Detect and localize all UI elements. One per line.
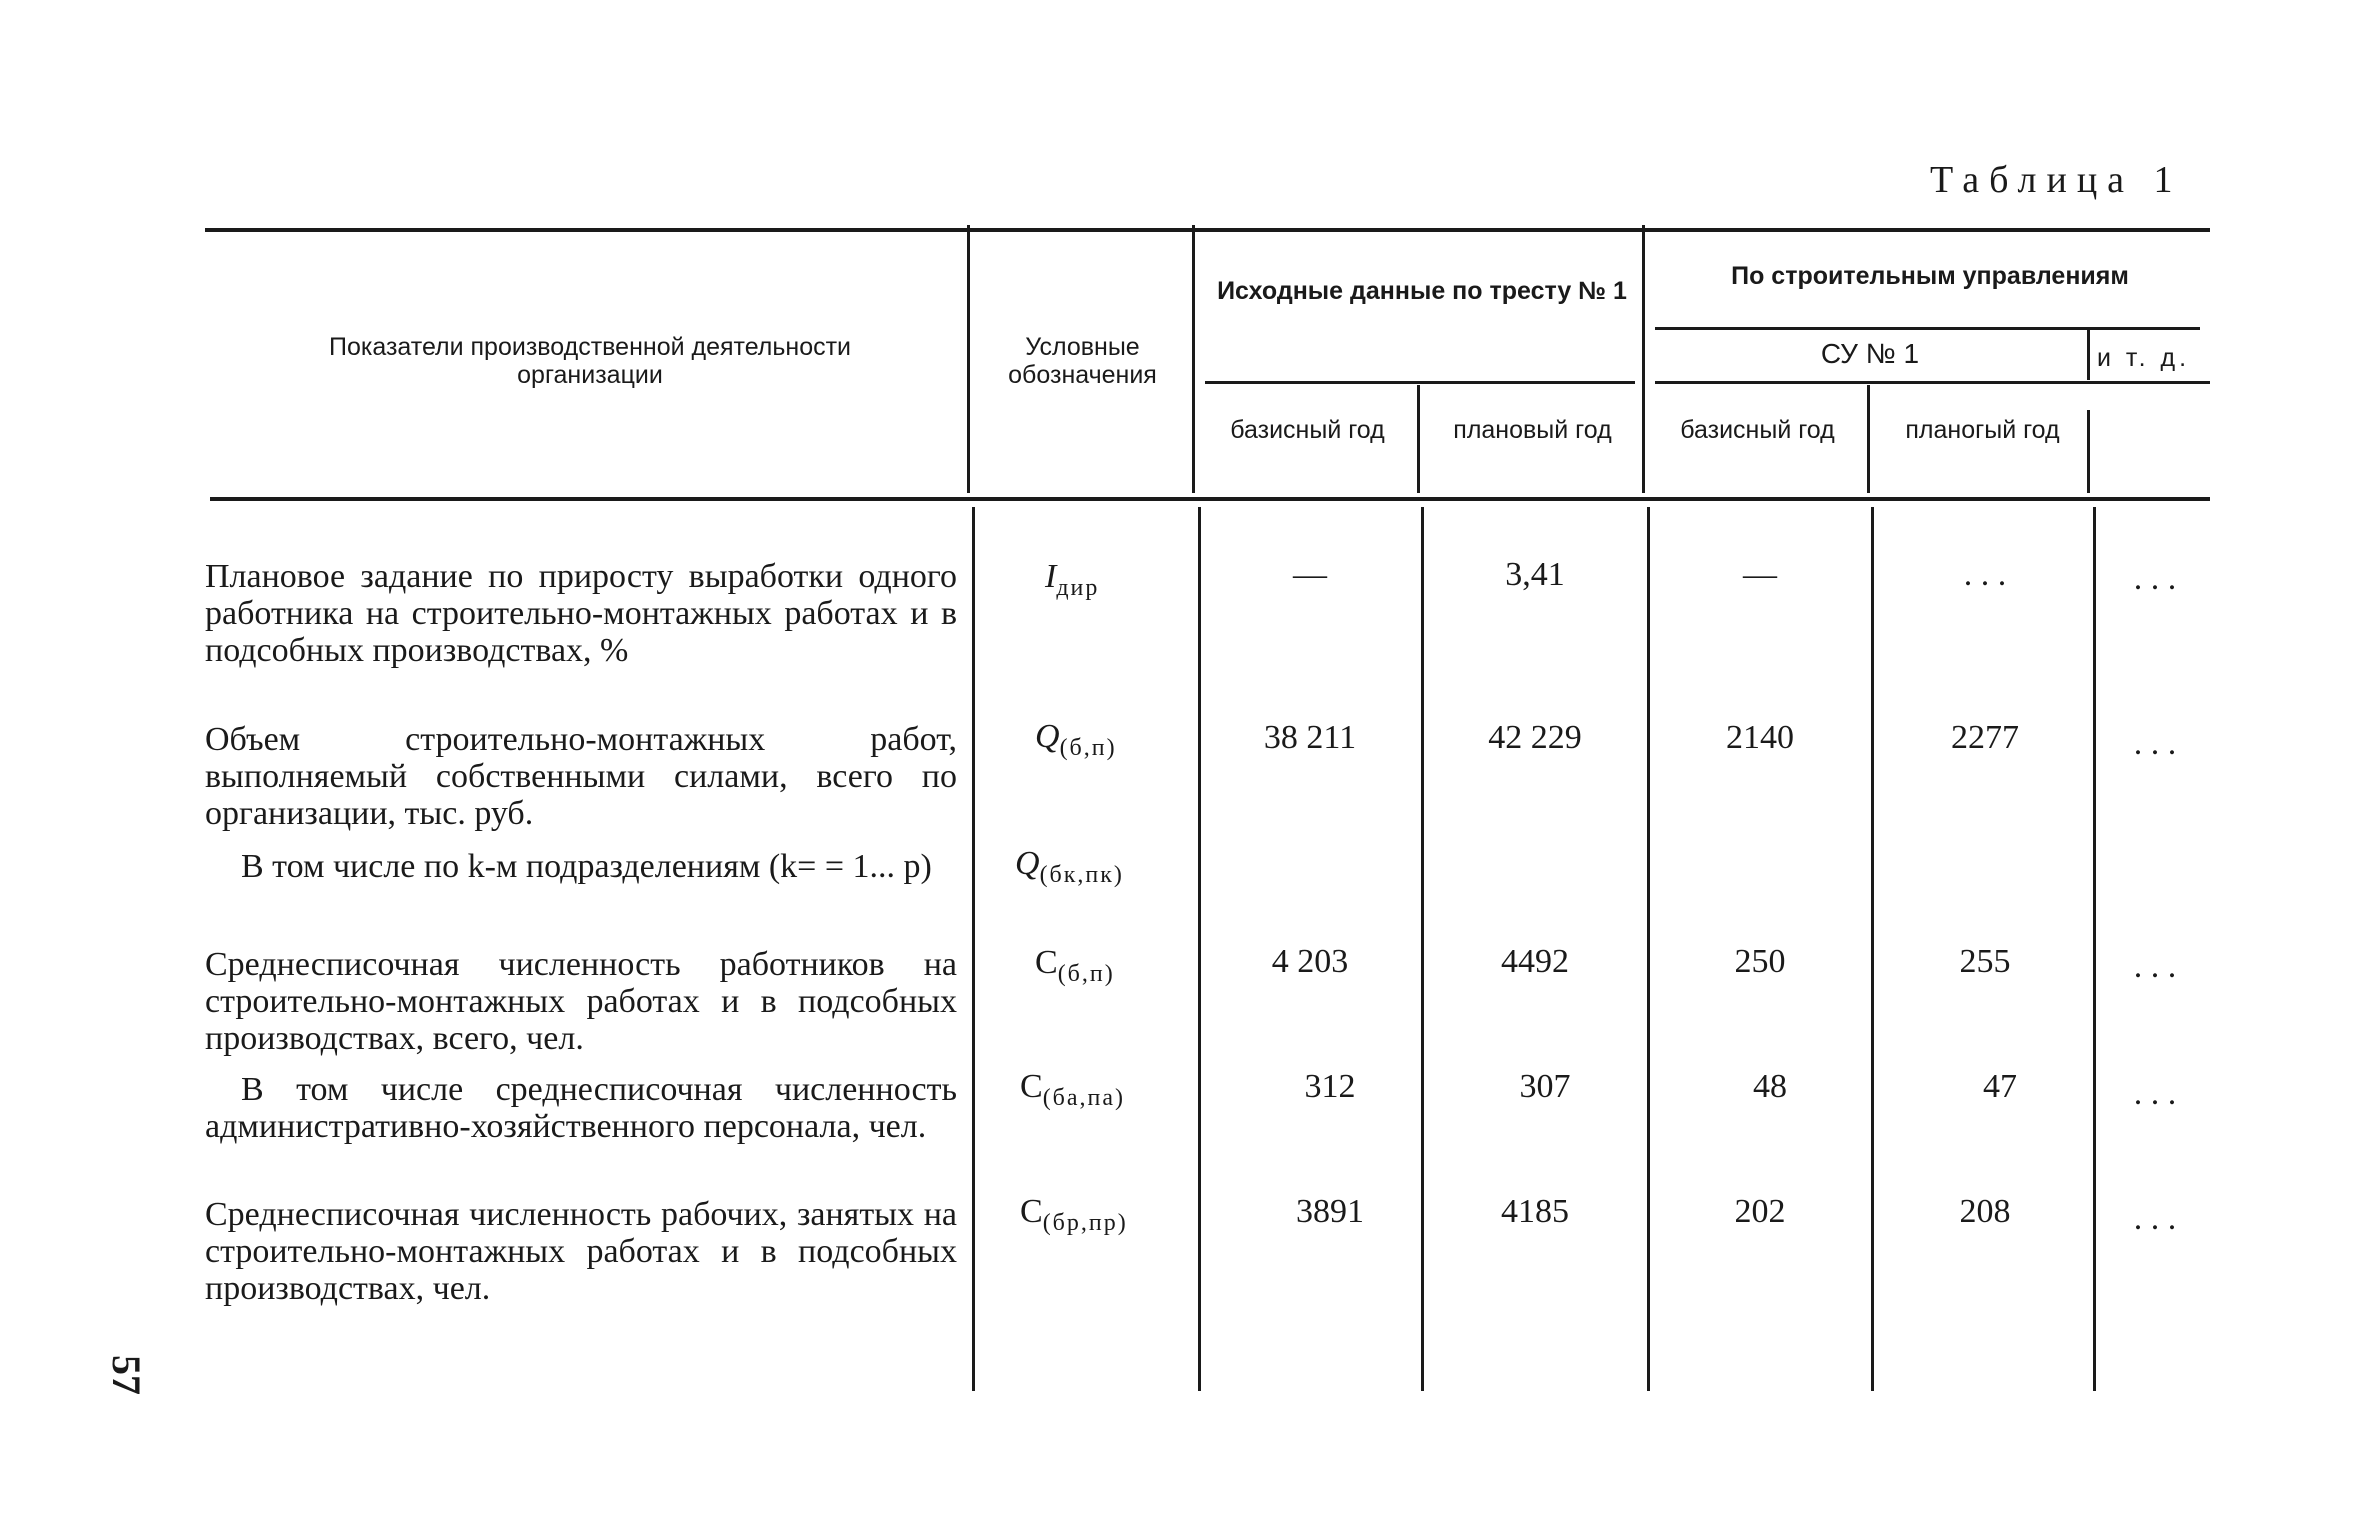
col-divider-2-body xyxy=(1198,507,1201,1391)
row-5-symbol xyxy=(1020,1068,1125,1112)
row-2-trust-base: 38 211 xyxy=(1263,719,1357,756)
col-divider-6b-header xyxy=(2087,410,2090,493)
row-6-symbol xyxy=(1020,1193,1128,1237)
header-indicators: Показатели производственной деятельности организации xyxy=(328,333,852,389)
row-5-su-plan: 47 xyxy=(1983,1068,2017,1105)
header-units-group: По строительным управлениям xyxy=(1731,262,2129,290)
header-trust-plan-year: плановый год xyxy=(1453,416,1612,444)
header-bottom-rule xyxy=(210,497,2210,501)
row-6-su-base: 202 xyxy=(1734,1193,1786,1230)
col-divider-2-header xyxy=(1192,225,1195,493)
row-4-trust-base: 4 203 xyxy=(1271,943,1349,980)
row-4-etc: . . . xyxy=(2133,948,2177,985)
col-divider-4-header xyxy=(1642,225,1645,493)
row-1-symbol-sub: дир xyxy=(1056,574,1100,601)
row-5-indicator: В том числе среднесписочная численность административно-хозяйственного персонала, чел. xyxy=(205,1071,957,1145)
row-2-su-plan: 2277 xyxy=(1951,719,2019,756)
header-su-base-year: базисный год xyxy=(1680,416,1835,444)
col-divider-3-header xyxy=(1417,385,1420,493)
row-4-su-base: 250 xyxy=(1734,943,1786,980)
row-2-symbol-sub: (б,п) xyxy=(1059,734,1117,761)
row-6-trust-plan: 4185 xyxy=(1501,1193,1569,1230)
header-etc: и т. д. xyxy=(2097,344,2191,372)
row-6-trust-base: 3891 xyxy=(1296,1193,1364,1230)
su-subgroup-rule xyxy=(1655,381,2210,384)
row-4-symbol-sub: (б,п) xyxy=(1057,960,1115,987)
col-divider-5-header xyxy=(1867,385,1870,493)
row-3-symbol-main: Q xyxy=(1015,845,1040,882)
header-trust-base-year: базисный год xyxy=(1230,416,1385,444)
row-5-etc: . . . xyxy=(2133,1075,2177,1112)
row-5-su-base: 48 xyxy=(1753,1068,1787,1105)
table-title: Таблица 1 xyxy=(1930,159,2183,201)
row-3-symbol xyxy=(1015,845,1124,889)
col-divider-5-body xyxy=(1871,507,1874,1391)
row-5-trust-plan: 307 xyxy=(1519,1068,1571,1105)
col-divider-6-header xyxy=(2087,330,2090,380)
row-1-su-base: — xyxy=(1743,556,1777,593)
header-su1: СУ № 1 xyxy=(1820,338,1920,369)
row-6-symbol-main: C xyxy=(1020,1193,1043,1230)
row-5-trust-base: 312 xyxy=(1304,1068,1356,1105)
table-top-rule xyxy=(205,228,2210,232)
row-6-symbol-sub: (бр,пр) xyxy=(1042,1209,1128,1236)
row-2-trust-plan: 42 229 xyxy=(1488,719,1582,756)
row-3-symbol-sub: (бк,пк) xyxy=(1039,861,1124,888)
row-2-symbol xyxy=(1035,718,1117,762)
row-2-symbol-main: Q xyxy=(1035,718,1060,755)
row-1-symbol xyxy=(1045,558,1099,602)
trust-group-rule xyxy=(1205,381,1635,384)
row-1-indicator: Плановое задание по приросту выработки одного работника на строительно-монтажных работах и в подсобных производствах, % xyxy=(205,558,957,669)
col-divider-6-body xyxy=(2093,507,2096,1391)
row-1-trust-base: — xyxy=(1293,556,1327,593)
row-2-su-base: 2140 xyxy=(1726,719,1794,756)
col-divider-4-body xyxy=(1647,507,1650,1391)
col-divider-3-body xyxy=(1421,507,1424,1391)
units-group-rule xyxy=(1655,327,2200,330)
row-1-su-plan: . . . xyxy=(1963,556,2007,593)
row-4-trust-plan: 4492 xyxy=(1501,943,1569,980)
row-4-indicator: Среднесписочная численность работников на строительно-монтажных работах и в подсобных производствах, всего, чел. xyxy=(205,946,957,1057)
row-1-trust-plan: 3,41 xyxy=(1505,556,1565,593)
row-5-symbol-sub: (ба,па) xyxy=(1042,1084,1126,1111)
row-2-indicator: Объем строительно-монтажных работ, выполняемый собственными силами, всего по организации, тыс. руб. xyxy=(205,721,957,832)
row-4-symbol xyxy=(1035,944,1115,988)
row-3-indicator: В том числе по k-м подразделениям (k= = 1... p) xyxy=(241,848,932,885)
header-trust-group: Исходные данные по тресту № 1 xyxy=(1217,277,1627,305)
row-6-etc: . . . xyxy=(2133,1200,2177,1237)
page-number: 57 xyxy=(104,1355,149,1395)
row-6-indicator: Среднесписочная численность рабочих, занятых на строительно-монтажных работах и в подсобных производствах, чел. xyxy=(205,1196,957,1307)
row-4-su-plan: 255 xyxy=(1959,943,2011,980)
col-divider-1-header xyxy=(967,225,970,493)
header-symbols: Условные обозначения xyxy=(1008,333,1157,389)
row-6-su-plan: 208 xyxy=(1959,1193,2011,1230)
col-divider-1-body xyxy=(972,507,975,1391)
header-su-plan-year: планогый год xyxy=(1905,416,2060,444)
row-5-symbol-main: C xyxy=(1020,1068,1043,1105)
row-1-etc: . . . xyxy=(2133,560,2177,597)
row-2-etc: . . . xyxy=(2133,725,2177,762)
row-1-symbol-main: I xyxy=(1045,558,1057,595)
row-4-symbol-main: C xyxy=(1035,944,1058,981)
